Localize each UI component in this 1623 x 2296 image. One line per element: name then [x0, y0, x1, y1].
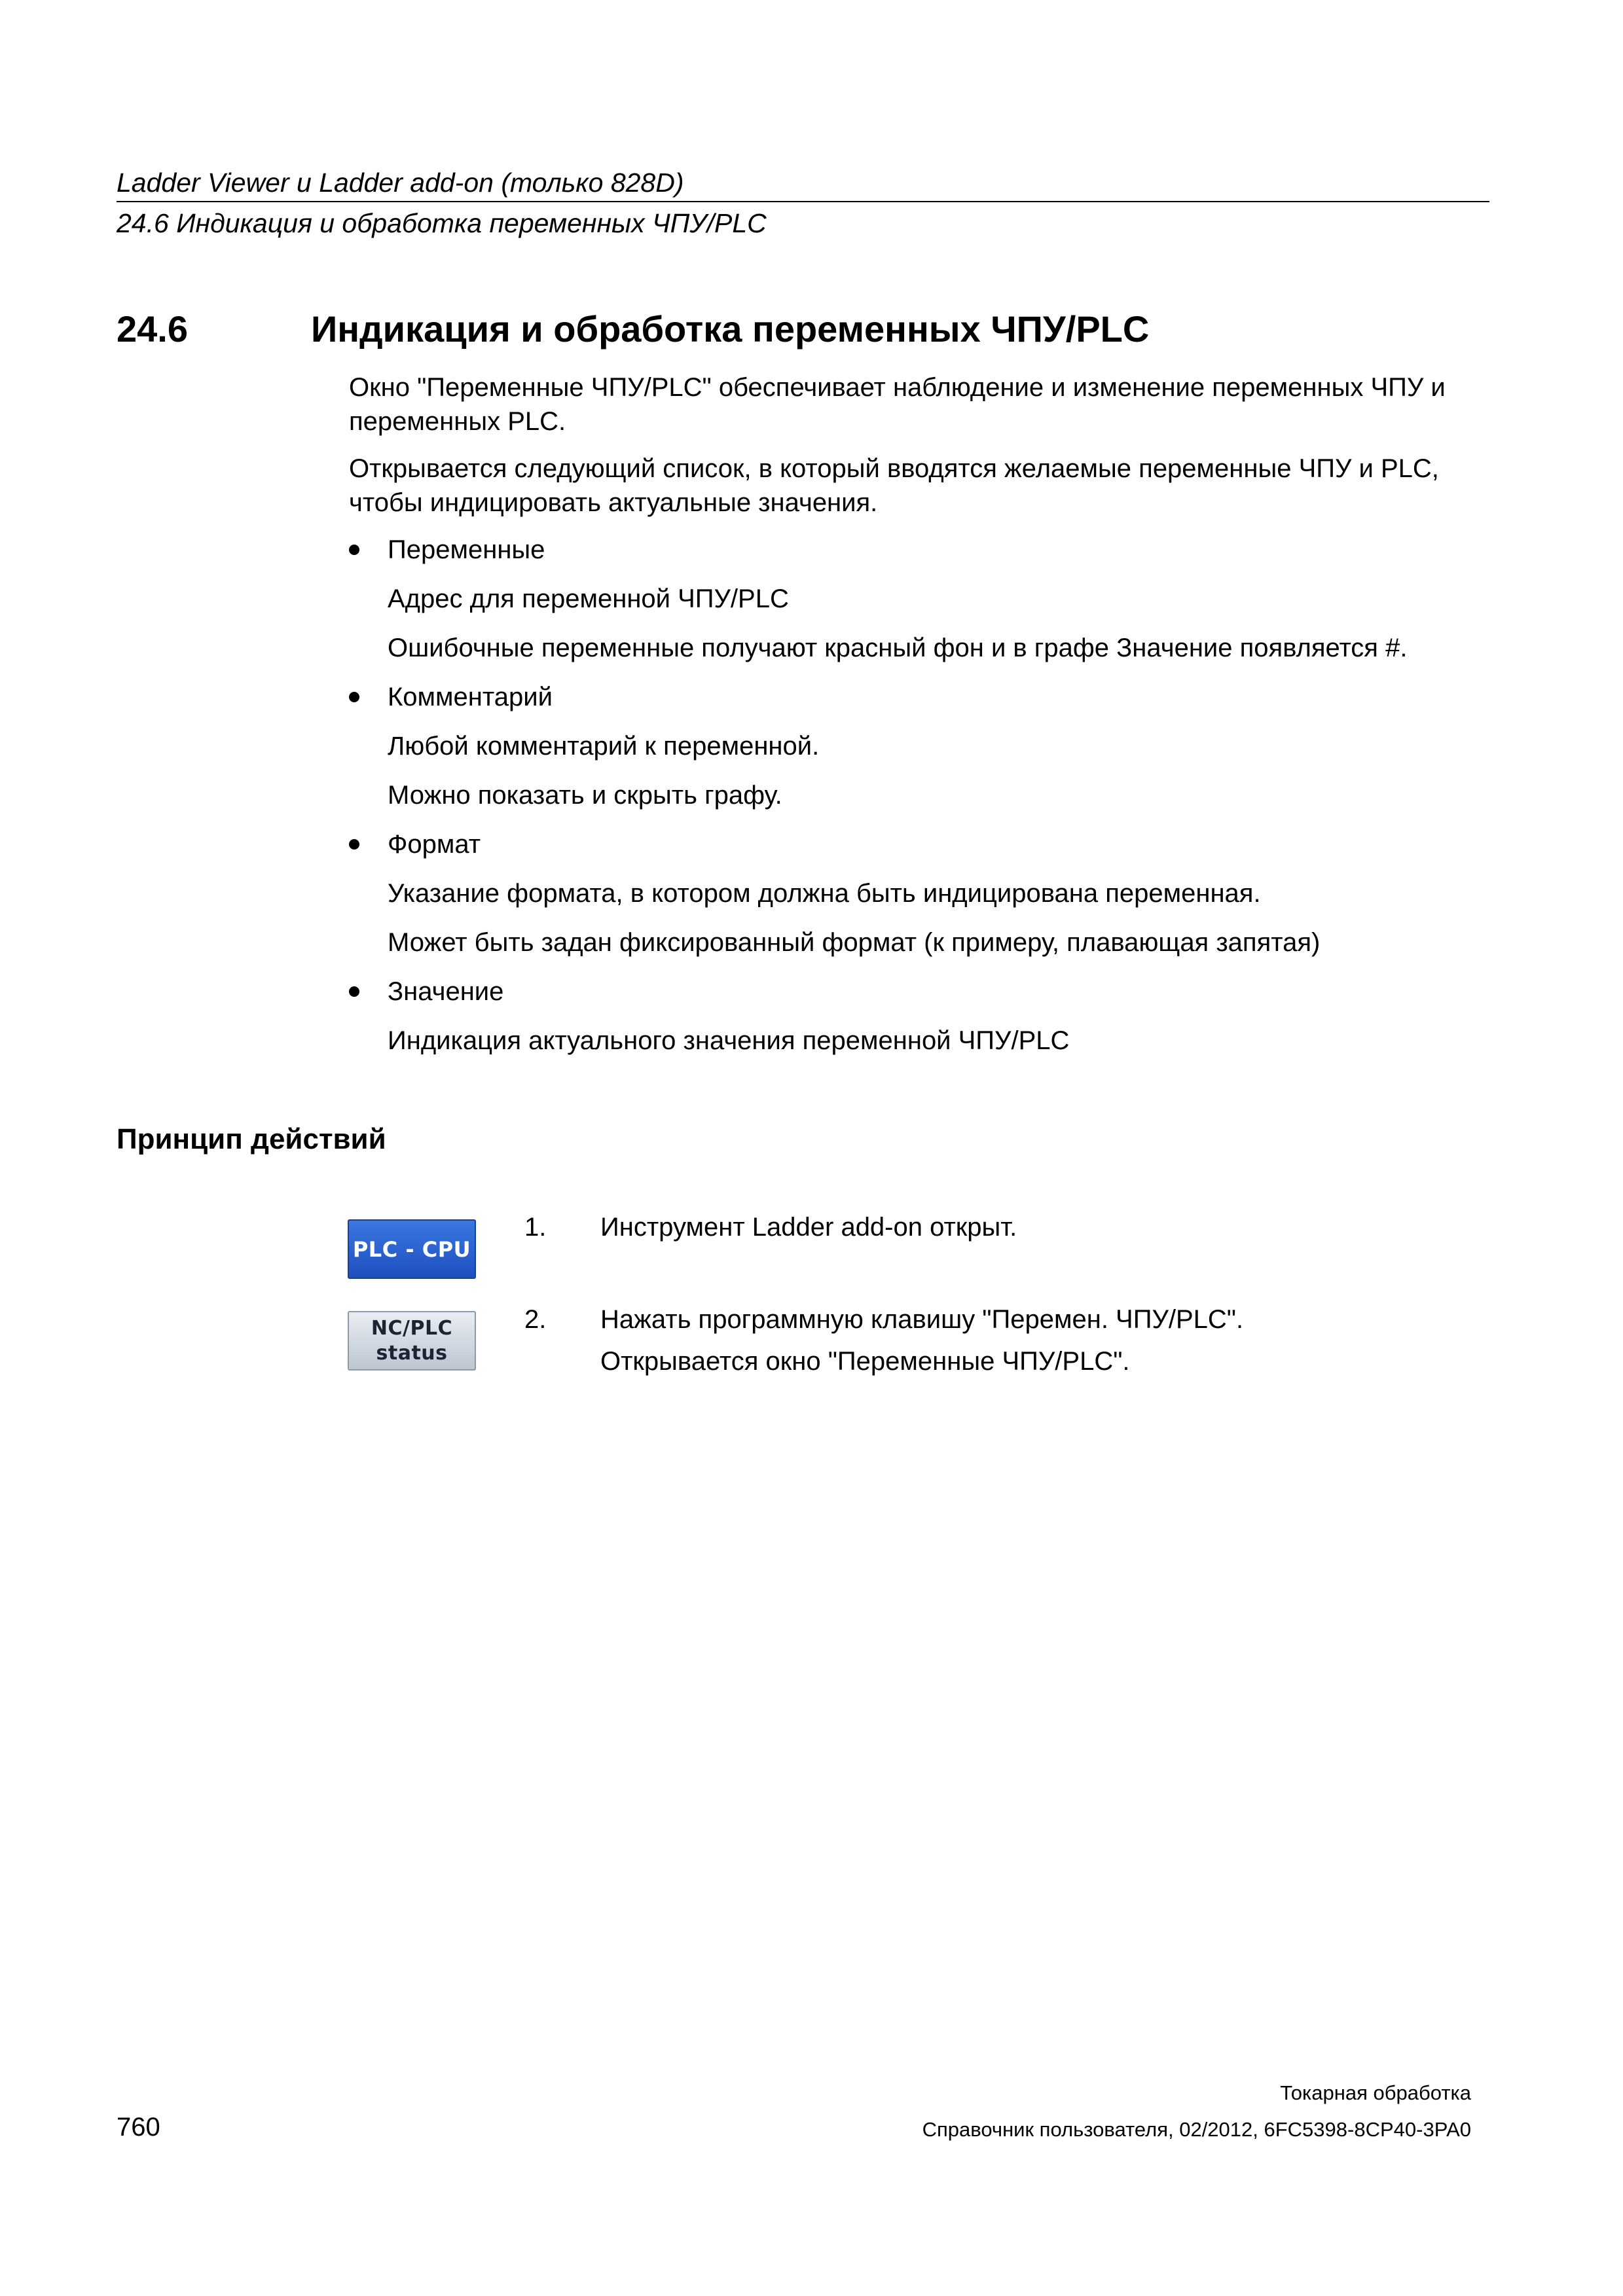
footer-reference: Справочник пользователя, 02/2012, 6FC5398-8CP40-3PA0 — [922, 2118, 1471, 2141]
section-title: Индикация и обработка переменных ЧПУ/PLC — [311, 308, 1150, 350]
page-number: 760 — [117, 2113, 160, 2142]
plc-cpu-softkey[interactable] — [348, 1219, 476, 1279]
bullet-icon — [349, 545, 359, 555]
step-text: Нажать программную клавишу "Перемен. ЧПУ/PLC". — [600, 1305, 1244, 1334]
section-number: 24.6 — [117, 308, 188, 350]
bullet-detail: Указание формата, в котором должна быть индицирована переменная. — [388, 879, 1261, 908]
bullet-icon — [349, 692, 359, 702]
bullet-icon — [349, 839, 359, 850]
bullet-icon — [349, 986, 359, 997]
step-text: Инструмент Ladder add-on открыт. — [600, 1213, 1017, 1242]
bullet-label: Формат — [388, 830, 481, 859]
bullet-detail: Может быть задан фиксированный формат (к примеру, плавающая запятая) — [388, 928, 1321, 957]
softkey-label-line2: status — [376, 1341, 448, 1365]
bullet-detail: Адрес для переменной ЧПУ/PLC — [388, 584, 789, 613]
step-text-result: Открывается окно "Переменные ЧПУ/PLC". — [600, 1347, 1130, 1376]
bullet-detail: Любой комментарий к переменной. — [388, 732, 820, 761]
intro-paragraph-2: Открывается следующий список, в который вводятся желаемые переменные ЧПУ и PLC, чтобы индицировать актуальные значения. — [349, 454, 1439, 517]
running-header-section: 24.6 Индикация и обработка переменных ЧПУ/PLC — [117, 208, 767, 238]
softkey-label-line1: NC/PLC — [371, 1316, 453, 1340]
bullet-detail: Ошибочные переменные получают красный фон и в графе Значение появляется #. — [388, 634, 1408, 662]
footer-book-title: Токарная обработка — [1280, 2081, 1471, 2104]
running-header-chapter: Ladder Viewer и Ladder add-on (только 828D) — [117, 168, 684, 198]
header-rule — [117, 201, 1489, 202]
softkey-label: PLC - CPU — [352, 1236, 471, 1262]
nc-plc-status-softkey[interactable] — [348, 1311, 476, 1371]
step-number: 2. — [524, 1305, 547, 1334]
bullet-label: Значение — [388, 977, 504, 1006]
bullet-detail: Можно показать и скрыть графу. — [388, 781, 782, 810]
bullet-label: Переменные — [388, 535, 545, 564]
bullet-label: Комментарий — [388, 683, 553, 711]
intro-paragraph-1: Окно "Переменные ЧПУ/PLC" обеспечивает наблюдение и изменение переменных ЧПУ и переменных PLC. — [349, 373, 1446, 436]
bullet-detail: Индикация актуального значения переменной ЧПУ/PLC — [388, 1026, 1070, 1055]
step-number: 1. — [524, 1213, 547, 1242]
procedure-heading: Принцип действий — [117, 1123, 386, 1155]
